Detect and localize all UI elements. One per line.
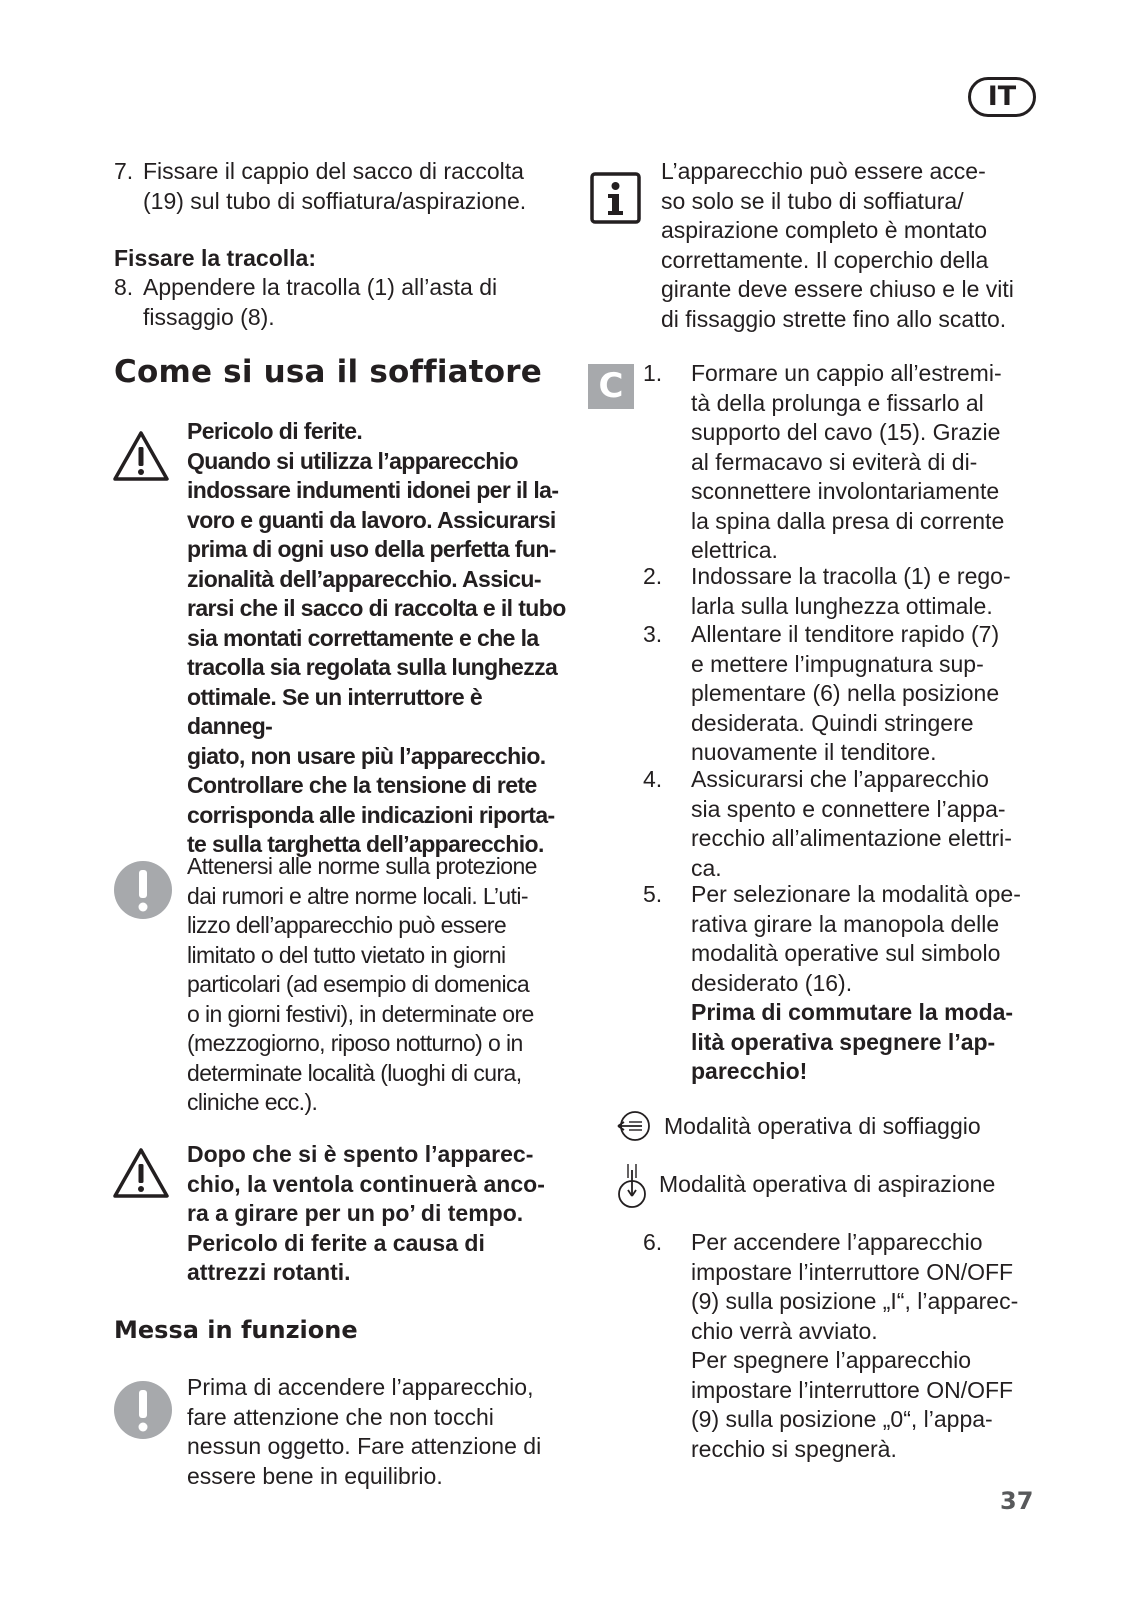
step-line: Fissare il cappio del sacco di raccolta	[143, 158, 524, 184]
notice-line: nessun oggetto. Fare attenzione di	[187, 1433, 542, 1459]
mode-suction-label: Modalità operativa di aspirazione	[659, 1171, 996, 1197]
info-line: so solo se il tubo di soffiatura/	[661, 187, 964, 214]
mode-blow-label: Modalità operativa di soffiaggio	[664, 1113, 981, 1139]
step-line: Formare un cappio all’estremi-	[691, 360, 1002, 386]
warning-line: te sulla targhetta dell’apparecchio.	[187, 831, 544, 857]
warning-line: sia montati correttamente e che la	[187, 624, 539, 651]
step-line: Allentare il tenditore rapido (7)	[691, 621, 1000, 647]
step-line: plementare (6) nella posizione	[691, 680, 1000, 706]
info-line: correttamente. Il coperchio della	[661, 246, 989, 273]
step-line: (9) sulla posizione „0“, l’appa-	[691, 1406, 993, 1432]
step-line: (9) sulla posizione „I“, l’apparec-	[691, 1288, 1019, 1314]
info-line: L’apparecchio può essere acce-	[661, 158, 986, 184]
notice-line: (mezzogiorno, riposo notturno) o in	[187, 1030, 523, 1056]
step-line: recchio all’alimentazione elettri-	[691, 825, 1012, 851]
page-number: 37	[1000, 1487, 1034, 1515]
step-line: recchio si spegnerà.	[691, 1435, 897, 1462]
step-warning-line: lità operativa spegnere l’ap-	[691, 1028, 996, 1055]
notice-line: Attenersi alle norme sulla protezione	[187, 853, 537, 879]
notice-line: lizzo dell’apparecchio può essere	[187, 912, 507, 938]
warning-line: Pericolo di ferite a causa di	[187, 1229, 485, 1256]
info-block	[661, 157, 1051, 334]
step-line: e mettere l’impugnatura sup-	[691, 650, 984, 677]
step-number: 3.	[643, 621, 663, 647]
step-number: 2.	[643, 563, 663, 589]
step-line: Appendere la tracolla (1) all’asta di	[143, 274, 498, 300]
warning-line: ottimale. Se un interruttore è danneg-	[187, 683, 483, 739]
warning-line: Controllare che la tensione di rete	[187, 772, 537, 798]
step-line: elettrica.	[691, 537, 778, 563]
warning-line: prima di ogni uso della perfetta fun-	[187, 536, 556, 562]
notice-line: cliniche ecc.).	[187, 1089, 318, 1115]
exclamation-circle-icon	[113, 860, 173, 920]
step-line: supporto del cavo (15). Grazie	[691, 419, 1001, 445]
step-line: impostare l’interruttore ON/OFF	[691, 1376, 1014, 1403]
notice-line: o in giorni festivi), in determinate ore	[187, 1000, 534, 1027]
info-line: aspirazione completo è montato	[661, 217, 988, 243]
step-line: Per selezionare la modalità ope-	[691, 881, 1021, 907]
warning-line: chio, la ventola continuerà anco-	[187, 1170, 545, 1197]
step-line: desiderata. Quindi stringere	[691, 709, 974, 736]
section-title: Come si usa il soffiatore	[114, 354, 543, 390]
step-line: la spina dalla presa di corrente	[691, 507, 1005, 534]
step-number: 4.	[643, 766, 663, 792]
notice-line: particolari (ad esempio di domenica	[187, 971, 530, 997]
suction-mode-icon	[615, 1160, 649, 1210]
warning-line: zionalità dell’apparecchio. Assicu-	[187, 565, 541, 592]
step-line: tà della prolunga e fissarlo al	[691, 389, 984, 416]
notice-block-1	[187, 852, 567, 1118]
notice-line: limitato o del tutto vietato in giorni	[187, 941, 506, 968]
step-number: 8.	[114, 274, 134, 300]
step-line: modalità operative sul simbolo	[691, 940, 1001, 966]
warning-line: giato, non usare più l’apparecchio.	[187, 742, 546, 769]
strap-heading: Fissare la tracolla:	[114, 245, 316, 271]
warning-line: Dopo che si è spento l’apparec-	[187, 1141, 534, 1167]
step-line: fissaggio (8).	[143, 303, 275, 330]
step-number: 6.	[643, 1229, 663, 1255]
subsection-title: Messa in funzione	[114, 1316, 358, 1344]
warning-block-2	[187, 1140, 567, 1288]
step-line: Per spegnere l’apparecchio	[691, 1347, 972, 1373]
step-line: sia spento e connettere l’appa-	[691, 795, 1006, 822]
warning-line: Quando si utilizza l’apparecchio	[187, 447, 518, 474]
notice-line: determinate località (luoghi di cura,	[187, 1059, 522, 1086]
info-line: girante deve essere chiuso e le viti	[661, 276, 1014, 302]
warning-triangle-icon	[112, 430, 170, 482]
step-line: rativa girare la manopola delle	[691, 910, 1000, 937]
notice-line: dai rumori e altre norme locali. L’uti-	[187, 882, 528, 909]
notice-line: fare attenzione che non tocchi	[187, 1403, 494, 1430]
warning-line: indossare indumenti idonei per il la-	[187, 477, 559, 503]
step-line: nuovamente il tenditore.	[691, 739, 937, 765]
warning-line: attrezzi rotanti.	[187, 1259, 351, 1285]
info-line: di fissaggio strette fino allo scatto.	[661, 305, 1007, 332]
step-line: Per accendere l’apparecchio	[691, 1229, 983, 1255]
notice-line: Prima di accendere l’apparecchio,	[187, 1374, 534, 1400]
step-line: al fermacavo si eviterà di di-	[691, 448, 978, 475]
warning-triangle-icon	[112, 1147, 170, 1199]
step-line: desiderato (16).	[691, 969, 853, 996]
step-number: 1.	[643, 360, 663, 386]
step-line: larla sulla lunghezza ottimale.	[691, 592, 993, 619]
step-number: 5.	[643, 881, 663, 907]
step-line: sconnettere involontariamente	[691, 478, 1000, 504]
step-number: 7.	[114, 158, 134, 184]
warning-line: corrisponda alle indicazioni riporta-	[187, 801, 555, 828]
blow-mode-icon	[614, 1110, 652, 1142]
step-line: ca.	[691, 854, 722, 881]
step-line: Assicurarsi che l’apparecchio	[691, 766, 989, 792]
notice-line: essere bene in equilibrio.	[187, 1462, 443, 1489]
info-icon	[590, 172, 641, 224]
figure-label: C	[588, 364, 634, 409]
language-badge: IT	[968, 77, 1036, 117]
step-warning-line: parecchio!	[691, 1058, 808, 1084]
warning-line: voro e guanti da lavoro. Assicurarsi	[187, 506, 556, 533]
step-line: impostare l’interruttore ON/OFF	[691, 1258, 1014, 1285]
warning-block-1	[187, 417, 567, 860]
step-line: Indossare la tracolla (1) e rego-	[691, 563, 1011, 589]
warning-line: rarsi che il sacco di raccolta e il tubo	[187, 595, 566, 621]
step-warning-line: Prima di commutare la moda-	[691, 999, 1014, 1025]
warning-line: tracolla sia regolata sulla lunghezza	[187, 654, 558, 680]
warning-line: ra a girare per un po’ di tempo.	[187, 1200, 524, 1226]
step-line: chio verrà avviato.	[691, 1317, 878, 1344]
warning-title: Pericolo di ferite.	[187, 418, 363, 444]
notice-block-2	[187, 1373, 567, 1491]
step-line: (19) sul tubo di soffiatura/aspirazione.	[143, 187, 527, 214]
exclamation-circle-icon	[113, 1380, 173, 1440]
